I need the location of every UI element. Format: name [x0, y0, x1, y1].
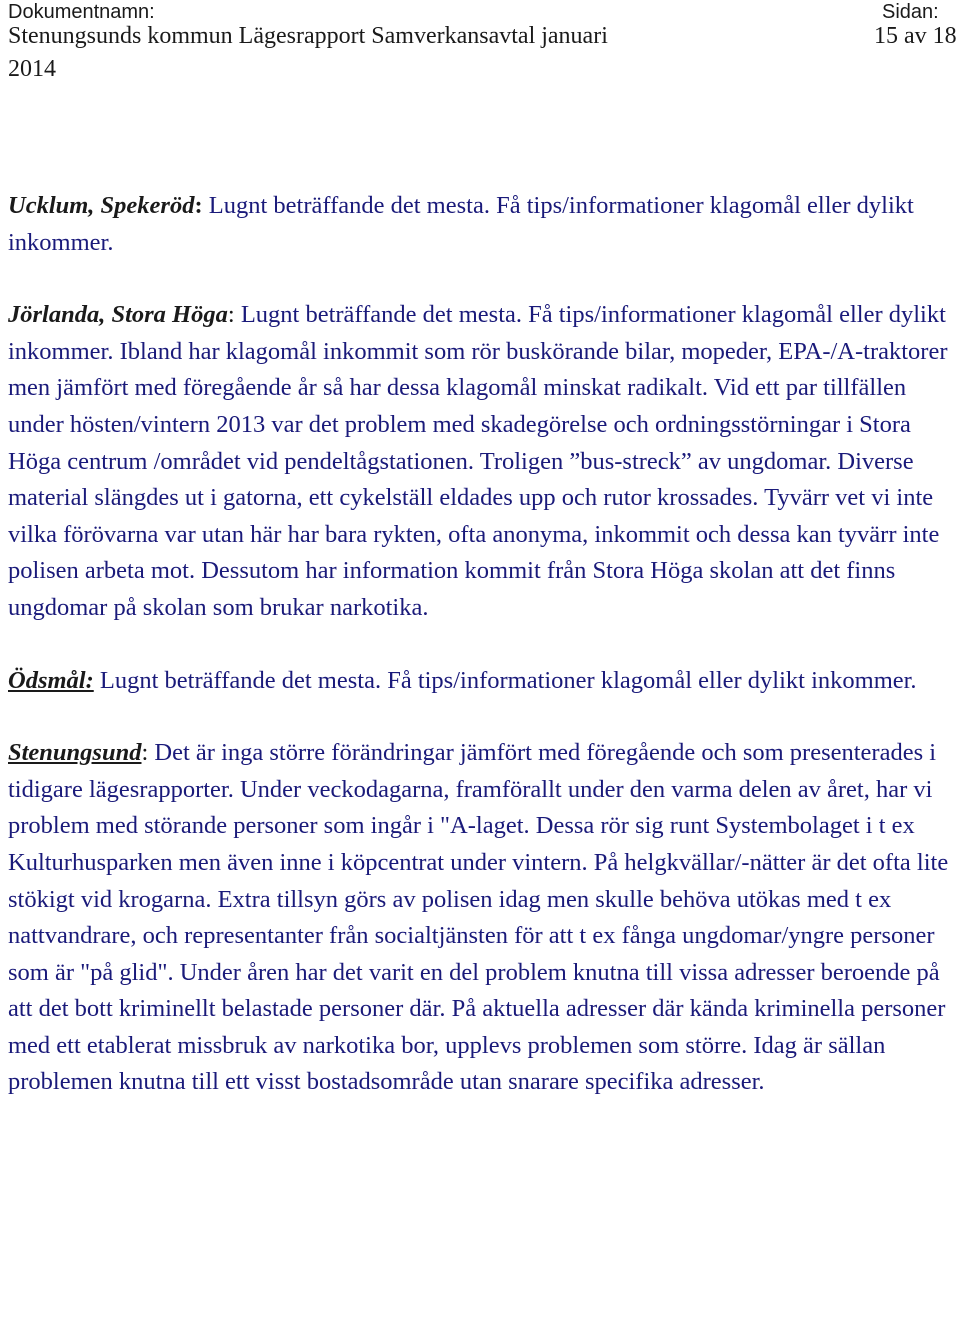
section-heading-colon: :	[141, 739, 149, 767]
section-heading: Stenungsund	[8, 739, 142, 767]
section-heading-colon: :	[194, 192, 203, 219]
section-jorlanda-stora-hoga	[8, 297, 956, 626]
section-odsmal	[8, 663, 956, 700]
document-name-label: Dokumentnamn:	[8, 1, 155, 23]
section-heading-colon: :	[227, 301, 235, 329]
section-text: Det är inga större förändringar jämfört med föregående och som presenterades i tidigare lägesrapporter. Under veckodagarna, framförallt under den varma delen av året, har vi problem med störande personer som ingår i "A-laget. Dessa rör sig runt Systembolaget i t ex Kulturhusparken men även inne i köpcentrat under vintern. På helgkvällar/-nätter är det ofta lite stökigt vid krogarna. Extra tillsyn görs av polisen idag men skulle behöva utökas med t ex nattvandrare, och representanter från socialtjänsten för att t ex fånga ungdomar/yngre personer som är "på glid". Under åren har det varit en del problem knutna till vissa adresser beroende på att det bott kriminellt belastade personer där. På aktuella adresser där kända kriminella personer med ett etablerat missbruk av narkotika bor, upplevs problemen som större. Idag är sällan problemen knutna till ett visst bostadsområde utan snarare specifika adresser.	[8, 739, 949, 1096]
section-ucklum-spekerod	[8, 188, 956, 261]
document-title-line-2: 2014	[8, 56, 56, 82]
section-heading: Ucklum, Spekeröd	[8, 192, 195, 219]
section-heading: Ödsmål:	[8, 666, 94, 694]
section-text: Lugnt beträffande det mesta. Få tips/informationer klagomål eller dylikt inkommer.	[8, 192, 914, 256]
section-text: Lugnt beträffande det mesta. Få tips/informationer klagomål eller dylikt inkommer.	[93, 666, 917, 694]
section-heading: Jörlanda, Stora Höga	[8, 301, 228, 329]
section-stenungsund	[8, 735, 956, 1101]
page-label: Sidan:	[882, 1, 939, 23]
section-text: Lugnt beträffande det mesta. Få tips/informationer klagomål eller dylikt inkommer. Ibland har klagomål inkommit som rör buskörande bilar, mopeder, EPA-/A-traktorer men jämfört med föregående år så har dessa klagomål minskat radikalt. Vid ett par tillfällen under hösten/vintern 2013 var det problem med skadegörelse och ordningsstörningar i Stora Höga centrum /området vid pendeltågstationen. Troligen ”bus-streck” av ungdomar. Diverse material slängdes ut i gatorna, ett cykelställ eldades upp och rutor krossades. Tyvärr vet vi inte vilka förövarna var utan här har bara rykten, ofta anonyma, inkommit och dessa kan tyvärr inte polisen arbeta mot. Dessutom har information kommit från Stora Höga skolan att det finns ungdomar på skolan som brukar narkotika.	[8, 301, 948, 621]
document-body	[8, 188, 956, 1101]
document-title-line-1: Stenungsunds kommun Lägesrapport Samverkansavtal januari	[8, 23, 608, 49]
page-number: 15 av 18	[874, 23, 957, 49]
